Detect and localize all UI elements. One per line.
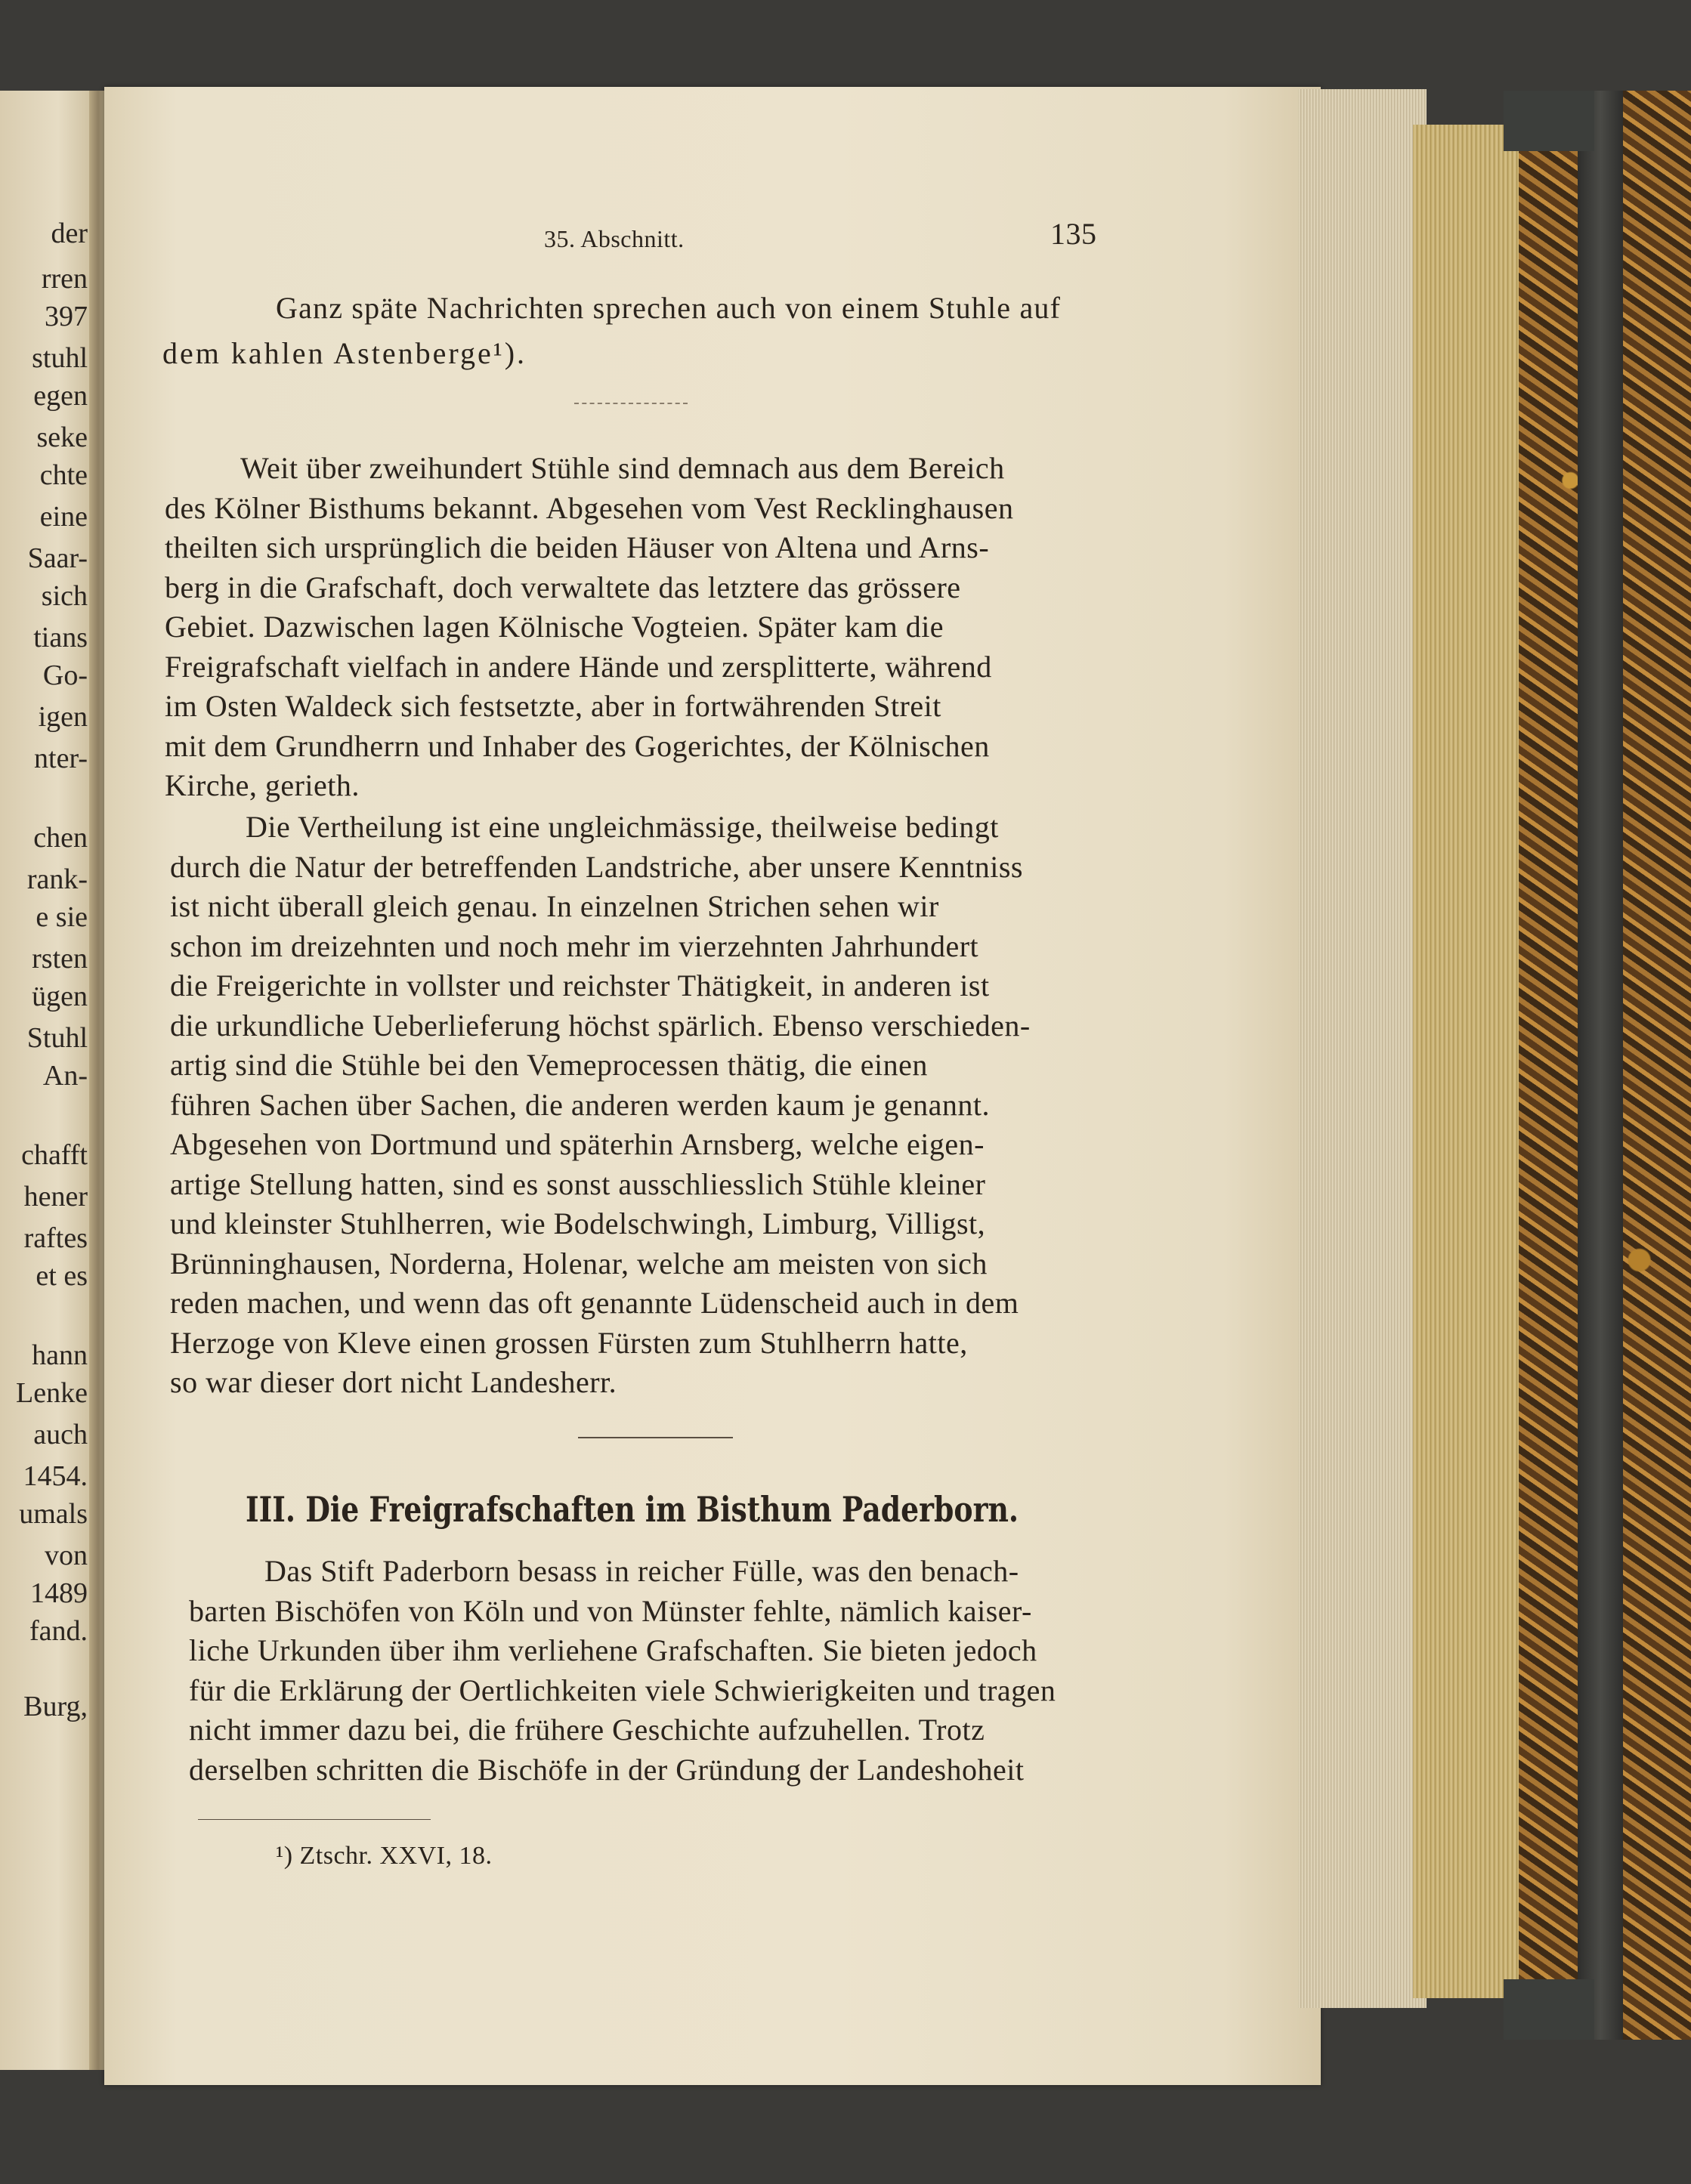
text-line: derselben schritten die Bischöfe in der Gründung der Landeshoheit: [189, 1752, 1025, 1787]
text-line: die Freigerichte in vollster und reichster Thätigkeit, in anderen ist: [170, 968, 990, 1002]
text-line: durch die Natur der betreffenden Landstriche, aber unsere Kenntniss: [170, 849, 1023, 884]
left-page-fragment: auch: [33, 1419, 88, 1450]
left-page-fragment: rank-: [26, 863, 88, 895]
text-line: des Kölner Bisthums bekannt. Abgesehen vom Vest Recklinghausen: [165, 490, 1014, 525]
text-line: Freigrafschaft vielfach in andere Hände und zersplitterte, während: [165, 649, 992, 684]
page-number: 135: [1050, 217, 1097, 251]
left-page-fragment: igen: [38, 701, 88, 733]
running-header: 35. Abschnitt.: [544, 225, 685, 252]
left-page-fragment: hener: [23, 1181, 88, 1212]
left-page-fragment: rren: [41, 263, 88, 295]
text-line: schon im dreizehnten und noch mehr im vierzehnten Jahrhundert: [170, 928, 979, 963]
text-line: die urkundliche Ueberlieferung höchst spärlich. Ebenso verschieden-: [170, 1008, 1031, 1043]
cover-corner-bottom: [1504, 1979, 1594, 2040]
text-line: ist nicht überall gleich genau. In einzelnen Strichen sehen wir: [170, 889, 939, 923]
opening-line-1: Ganz späte Nachrichten sprechen auch von einem Stuhle auf: [276, 291, 1062, 325]
left-page-fragment: et es: [36, 1260, 88, 1292]
cover-corner-top: [1504, 91, 1594, 151]
opening-line-2: dem kahlen Astenberge¹).: [162, 336, 527, 370]
left-facing-page: [0, 91, 97, 2070]
left-page-fragment: sich: [41, 580, 88, 612]
left-page-fragment: Stuhl: [26, 1022, 88, 1054]
text-line: theilten sich ursprünglich die beiden Häuser von Altena und Arns-: [165, 530, 990, 564]
left-page-fragment: raftes: [23, 1222, 88, 1254]
left-page-fragment: rsten: [32, 943, 88, 975]
left-page-fragment: chafft: [21, 1139, 88, 1171]
left-page-fragment: ügen: [32, 981, 88, 1012]
text-line: führen Sachen über Sachen, die anderen werden kaum je genannt.: [170, 1087, 991, 1122]
text-line: artige Stellung hatten, sind es sonst ausschliesslich Stühle kleiner: [170, 1166, 986, 1201]
text-line: Gebiet. Dazwischen lagen Kölnische Vogteien. Später kam die: [165, 610, 944, 644]
left-page-fragment: An-: [42, 1060, 88, 1092]
left-page-fragment: eine: [39, 501, 88, 533]
text-line: nicht immer dazu bei, die frühere Geschichte aufzuhellen. Trotz: [189, 1713, 985, 1747]
text-line: Weit über zweihundert Stühle sind demnach aus dem Bereich: [240, 451, 1005, 485]
left-page-fragment: der: [51, 218, 88, 249]
text-line: Kirche, gerieth.: [165, 768, 360, 802]
text-line: so war dieser dort nicht Landesherr.: [170, 1365, 617, 1399]
text-line: für die Erklärung der Oertlichkeiten viele Schwierigkeiten und tragen: [189, 1673, 1056, 1707]
text-line: Die Vertheilung ist eine ungleichmässige, theilweise bedingt: [246, 810, 999, 844]
left-page-fragment: chen: [33, 822, 88, 854]
footnote-rule: [198, 1819, 431, 1820]
left-page-fragment: 397: [45, 301, 88, 332]
text-line: barten Bischöfen von Köln und von Münster fehlte, nämlich kaiser-: [189, 1593, 1032, 1628]
text-line: Abgesehen von Dortmund und späterhin Arnsberg, welche eigen-: [170, 1127, 985, 1161]
text-line: Herzoge von Kleve einen grossen Fürsten zum Stuhlherrn hatte,: [170, 1325, 968, 1360]
text-line: liche Urkunden über ihm verliehene Grafschaften. Sie bieten jedoch: [189, 1633, 1037, 1667]
left-page-fragment: Lenke: [16, 1377, 88, 1409]
text-line: Brünninghausen, Norderna, Holenar, welche am meisten von sich: [170, 1246, 988, 1280]
left-page-fragment: fand.: [29, 1615, 88, 1647]
text-line: und kleinster Stuhlherren, wie Bodelschwingh, Limburg, Villigst,: [170, 1206, 986, 1240]
left-page-fragment: Saar-: [27, 542, 88, 574]
text-line: artig sind die Stühle bei den Vemeprocessen thätig, die einen: [170, 1048, 928, 1082]
section-rule: [578, 1437, 733, 1438]
section-heading: III. Die Freigrafschaften im Bisthum Paderborn.: [246, 1489, 1019, 1530]
left-page-fragment: stuhl: [32, 342, 88, 374]
left-page-fragment: chte: [39, 459, 88, 491]
text-line: reden machen, und wenn das oft genannte Lüdenscheid auch in dem: [170, 1286, 1019, 1320]
left-page-fragment: tians: [33, 622, 88, 653]
wavy-separator: [574, 403, 688, 404]
left-page-fragment: e sie: [36, 901, 88, 933]
left-page-fragment: hann: [32, 1339, 88, 1371]
left-page-fragment: Go-: [42, 660, 88, 691]
text-line: im Osten Waldeck sich festsetzte, aber in fortwährenden Streit: [165, 689, 941, 723]
left-page-fragment: egen: [33, 380, 88, 412]
cover-spine-edge: [1578, 91, 1623, 2040]
left-page-fragment: nter-: [34, 743, 88, 774]
left-page-fragment: Burg,: [23, 1691, 88, 1722]
left-page-fragment: 1454.: [23, 1460, 88, 1492]
left-page-fragment: seke: [36, 422, 88, 453]
left-page-fragment: 1489: [30, 1577, 88, 1609]
text-line: Das Stift Paderborn besass in reicher Fülle, was den benach-: [264, 1554, 1019, 1588]
left-page-fragment: von: [45, 1540, 88, 1571]
footnote: ¹) Ztschr. XXVI, 18.: [276, 1842, 493, 1870]
gilded-page-edges: [1413, 125, 1519, 1998]
left-page-fragment: umals: [19, 1498, 88, 1530]
text-line: mit dem Grundherrn und Inhaber des Gogerichtes, der Kölnischen: [165, 728, 990, 763]
page-edges: [1298, 89, 1427, 2008]
text-line: berg in die Grafschaft, doch verwaltete das letztere das grössere: [165, 570, 961, 604]
